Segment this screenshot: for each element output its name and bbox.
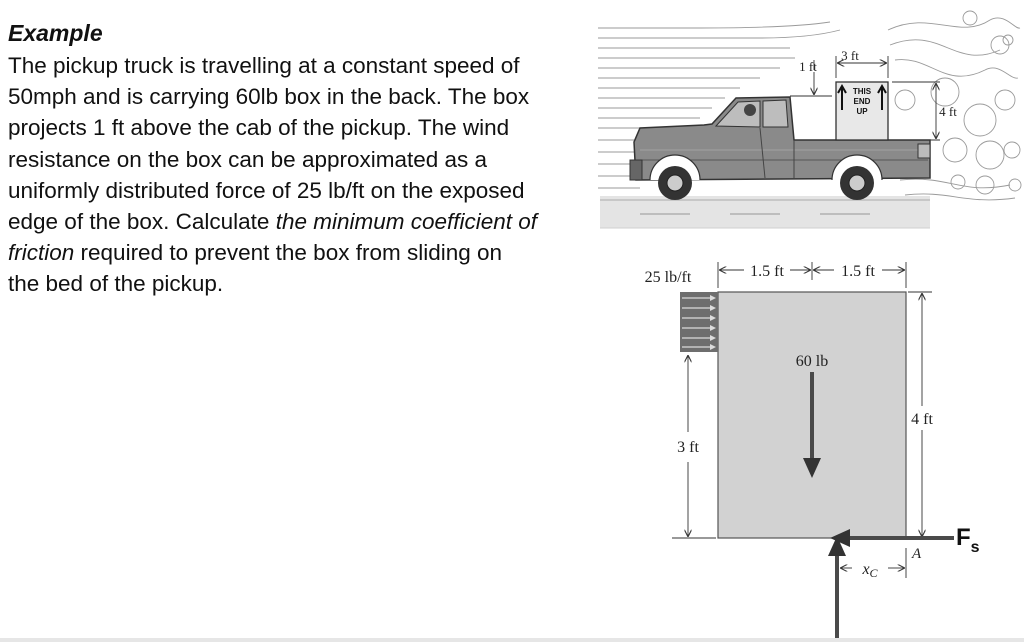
dim-load-height: 3 ft <box>677 439 699 456</box>
xc-letter: x <box>862 561 870 578</box>
example-heading: Example <box>8 20 103 46</box>
driver-head <box>744 104 756 116</box>
friction-force-subscript: s <box>970 539 980 556</box>
dim-left-half: 1.5 ft <box>750 263 784 280</box>
point-a-label: A <box>912 546 922 562</box>
truck-illustration <box>598 11 1021 228</box>
dim-right-half: 1.5 ft <box>841 263 875 280</box>
problem-line-3: projects 1 ft above the cab of the pickup. The wind <box>8 115 510 141</box>
dim-truck-box-width: 3 ft <box>841 48 859 63</box>
box-label-this: THIS <box>852 87 872 96</box>
friction-force-label <box>956 524 980 556</box>
friction-force-letter: F <box>956 524 971 551</box>
problem-line-5: uniformly distributed force of 25 lb/ft on the exposed <box>8 177 525 203</box>
xc-subscript: C <box>869 566 878 580</box>
fbd-top-dimensions <box>718 262 906 288</box>
weight-label: 60 lb <box>795 353 829 370</box>
dim-box-above-cab: 1 ft <box>799 59 817 74</box>
truck-box <box>836 82 888 140</box>
problem-line-7-plain: required to prevent the box from sliding on <box>74 240 503 266</box>
free-body-diagram <box>645 262 980 642</box>
distributed-load <box>680 292 718 352</box>
box-label-up: UP <box>856 107 868 116</box>
problem-line-6-italic: the minimum coefficient of <box>275 209 538 235</box>
problem-line-4: resistance on the box can be approximated as a <box>8 146 488 172</box>
distributed-load-label: 25 lb/ft <box>644 269 692 286</box>
problem-line-1: The pickup truck is travelling at a constant speed of <box>8 53 520 78</box>
dim-truck-box-height: 4 ft <box>939 104 957 119</box>
problem-line-8: the bed of the pickup. <box>8 271 224 297</box>
road <box>600 196 930 228</box>
dim-fbd-box-height: 4 ft <box>911 411 933 428</box>
bottom-edge-bar <box>0 638 1024 642</box>
problem-line-6-plain: edge of the box. Calculate <box>8 209 276 235</box>
box-label-end: END <box>853 97 871 106</box>
xc-label <box>861 561 878 580</box>
problem-line-7-italic: friction <box>8 240 75 266</box>
distributed-load-block <box>680 292 718 352</box>
problem-line-2: 50mph and is carrying 60lb box in the back. The box <box>8 84 530 110</box>
